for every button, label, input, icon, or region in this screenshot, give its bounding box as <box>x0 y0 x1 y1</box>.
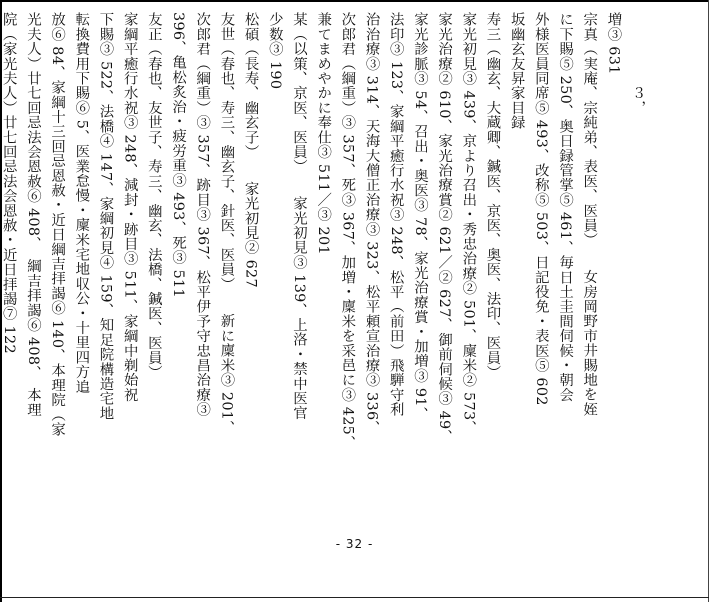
text-column: ３， <box>629 12 646 115</box>
text-column: 外様医員同席⑤ 493、改称⑤ 503、日記役免・表医⑤ 602 <box>532 12 549 406</box>
text-column: 家光治療② 610、家光治療賞② 621／② 627、御前伺候③ 49、 <box>436 12 453 445</box>
text-column: 光夫人）廿七回忌法会恩赦⑥ 408、 綱吉拝謁⑥ 408、 本理 <box>24 12 41 417</box>
text-column: 法印③ 123、家綱平癒行水祝③ 248、松平（前田）飛騨守利 <box>387 12 404 417</box>
text-column: 転換費用下賜⑥ 5、医業怠慢・廩米宅地収公・十里四方追 <box>73 12 90 394</box>
text-column: 某（以策、京医、医員） 家光初見③ 139、上洛・禁中医官 <box>291 12 307 421</box>
text-column: 家光初見③ 439、京より召出・秀忠治療② 501、廩米② 573、 <box>460 12 477 436</box>
text-column: 少数③ 190 <box>266 12 283 90</box>
text-column: 増③ 631 <box>605 12 622 75</box>
text-column: 家綱平癒行水祝③ 248、減封・跡目③ 511、家綱中剃始祝 <box>121 12 138 402</box>
text-column: 寿三（幽玄、大蔵卿、鍼医、京医、奥医、法印、医員） <box>484 12 501 380</box>
text-column: 家光診脈③ 54、召出・奥医③ 78、家光治療賞・加増③ 91、 <box>411 12 428 422</box>
text-column: 治治療③ 314、天海大僧正治療③ 323、松平頼宣治療③ 336、 <box>363 12 380 436</box>
text-column: 友世（春也、寿三、幽玄子、針医、医員） 新に廩米③ 201、 <box>218 12 235 435</box>
text-column: 396、亀松炙治・疲労重③ 493、死③ 511 <box>170 12 187 298</box>
text-column: 下賜③ 522、法橋④ 147、家綱初見④ 159、知足院構造宅地 <box>97 12 114 421</box>
bottom-border <box>0 597 709 598</box>
page-number: - 32 - <box>335 537 374 551</box>
vertical-text-body <box>0 12 697 548</box>
text-column: 坂幽玄友昇家目録 <box>508 12 525 130</box>
text-column: 松碩（長寿、幽玄子） 家光初見② 627 <box>242 12 259 288</box>
text-column: 友正（春也、友世子、寿三、幽玄、法橋、鍼医、医員） <box>145 12 162 380</box>
top-border <box>0 0 709 2</box>
text-column: 次郎君（綱重）③ 357、死③ 367、加増・廩米を采邑に③ 425、 <box>339 12 356 450</box>
text-column: 院（家光夫人）廿七回忌法会恩赦・近日拝謁⑦ 122 <box>0 12 17 354</box>
text-column: 宗真（実庵、宗純弟、表医、医員） 女房岡野市井賜地を姪 <box>581 12 598 417</box>
text-column: に下賜⑤ 250、奥日録管掌⑤ 461、毎日土圭間伺候・朝会 <box>557 12 574 402</box>
text-column: 放⑥ 84、家綱十三回忌恩赦・近日綱吉拝謁⑥ 140、本理院（家 <box>49 12 66 437</box>
text-column: 兼てまめやかに奉仕③ 511／③ 201 <box>315 12 332 255</box>
text-column: 次郎君（綱重）③ 357、跡目③ 367、松平伊予守忠昌治療③ <box>194 12 211 417</box>
